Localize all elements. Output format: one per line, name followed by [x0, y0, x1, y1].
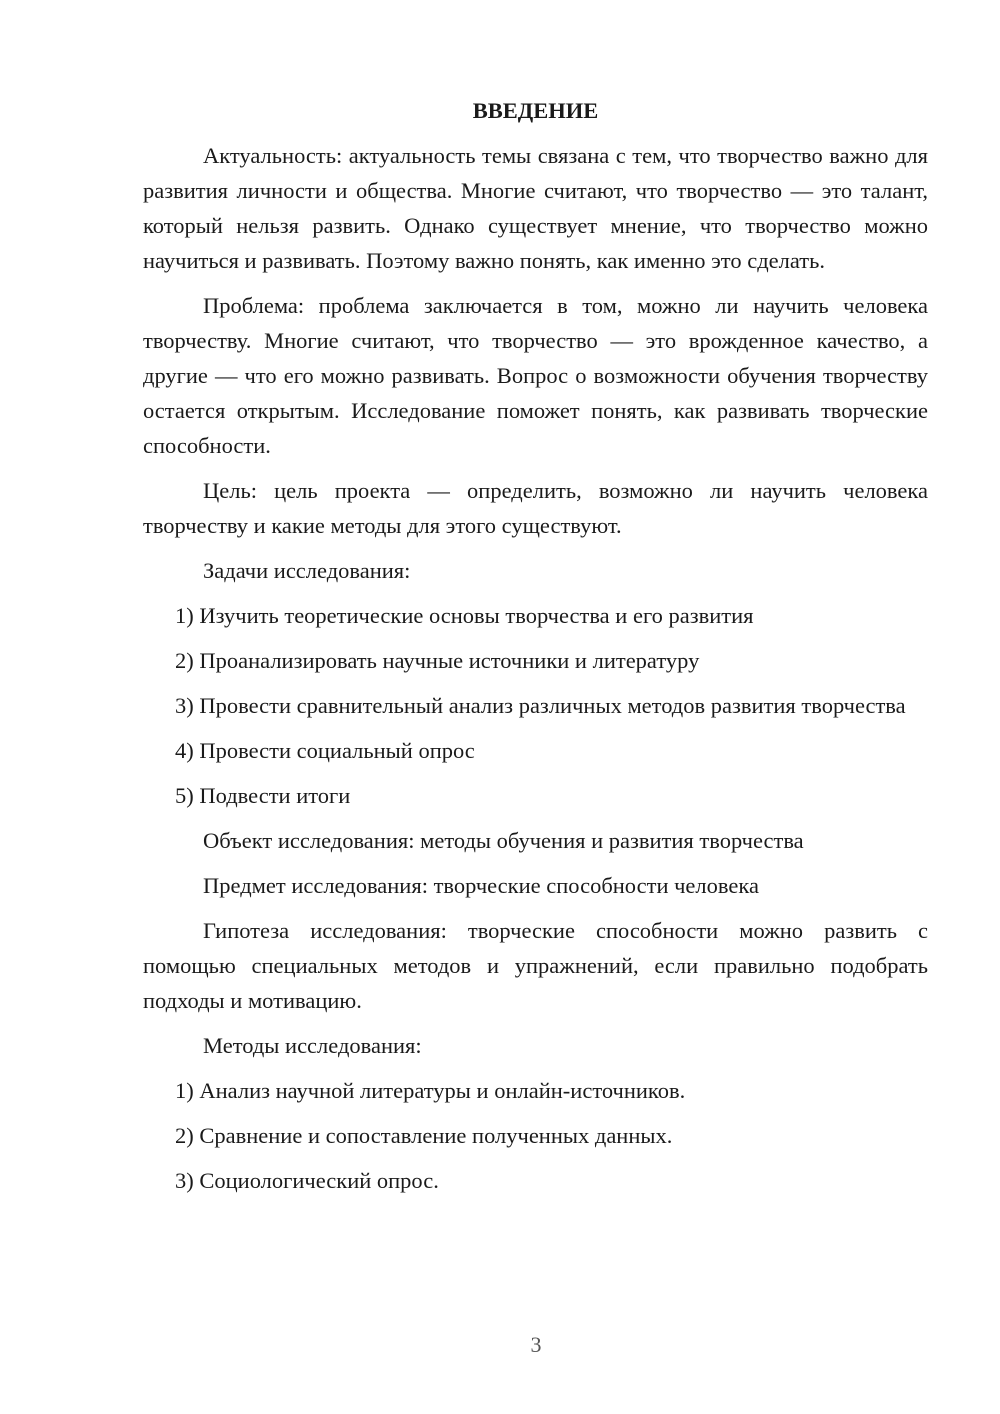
problem-paragraph: Проблема: проблема заключается в том, можно ли научить человека творчеству. Многие считают, что творчество — это врожденное качество, а другие — что его можно развивать. Вопрос о возможности обучения творчеству остается открытым. Исследование поможет понять, как развивать творческие способности.: [143, 293, 928, 458]
task-item: 5) Подвести итоги: [175, 783, 351, 808]
method-item: 1) Анализ научной литературы и онлайн-источников.: [175, 1078, 686, 1103]
section-title: ВВЕДЕНИЕ: [472, 98, 599, 123]
task-item: 3) Провести сравнительный анализ различных методов развития творчества: [175, 693, 906, 718]
task-item: 1) Изучить теоретические основы творчества и его развития: [175, 603, 754, 628]
method-item: 3) Социологический опрос.: [175, 1168, 439, 1193]
relevance-paragraph: Актуальность: актуальность темы связана с тем, что творчество важно для развития личности и общества. Многие считают, что творчество — это талант, который нельзя развить. Однако существует мнение, что творчество можно научиться и развивать. Поэтому важно понять, как именно это сделать.: [143, 143, 928, 273]
tasks-heading: Задачи исследования:: [203, 558, 411, 583]
task-item: 2) Проанализировать научные источники и литературу: [175, 648, 700, 673]
hypothesis-paragraph: Гипотеза исследования: творческие способности можно развить с помощью специальных методов и упражнений, если правильно подобрать подходы и мотивацию.: [143, 918, 928, 1013]
page-number: 3: [530, 1332, 542, 1357]
goal-paragraph: Цель: цель проекта — определить, возможно ли научить человека творчеству и какие методы для этого существуют.: [143, 478, 928, 538]
method-item: 2) Сравнение и сопоставление полученных данных.: [175, 1123, 673, 1148]
page-content: [143, 93, 928, 1208]
subject-line: Предмет исследования: творческие способности человека: [203, 873, 759, 898]
methods-heading: Методы исследования:: [203, 1033, 422, 1058]
object-line: Объект исследования: методы обучения и развития творчества: [203, 828, 804, 853]
task-item: 4) Провести социальный опрос: [175, 738, 475, 763]
